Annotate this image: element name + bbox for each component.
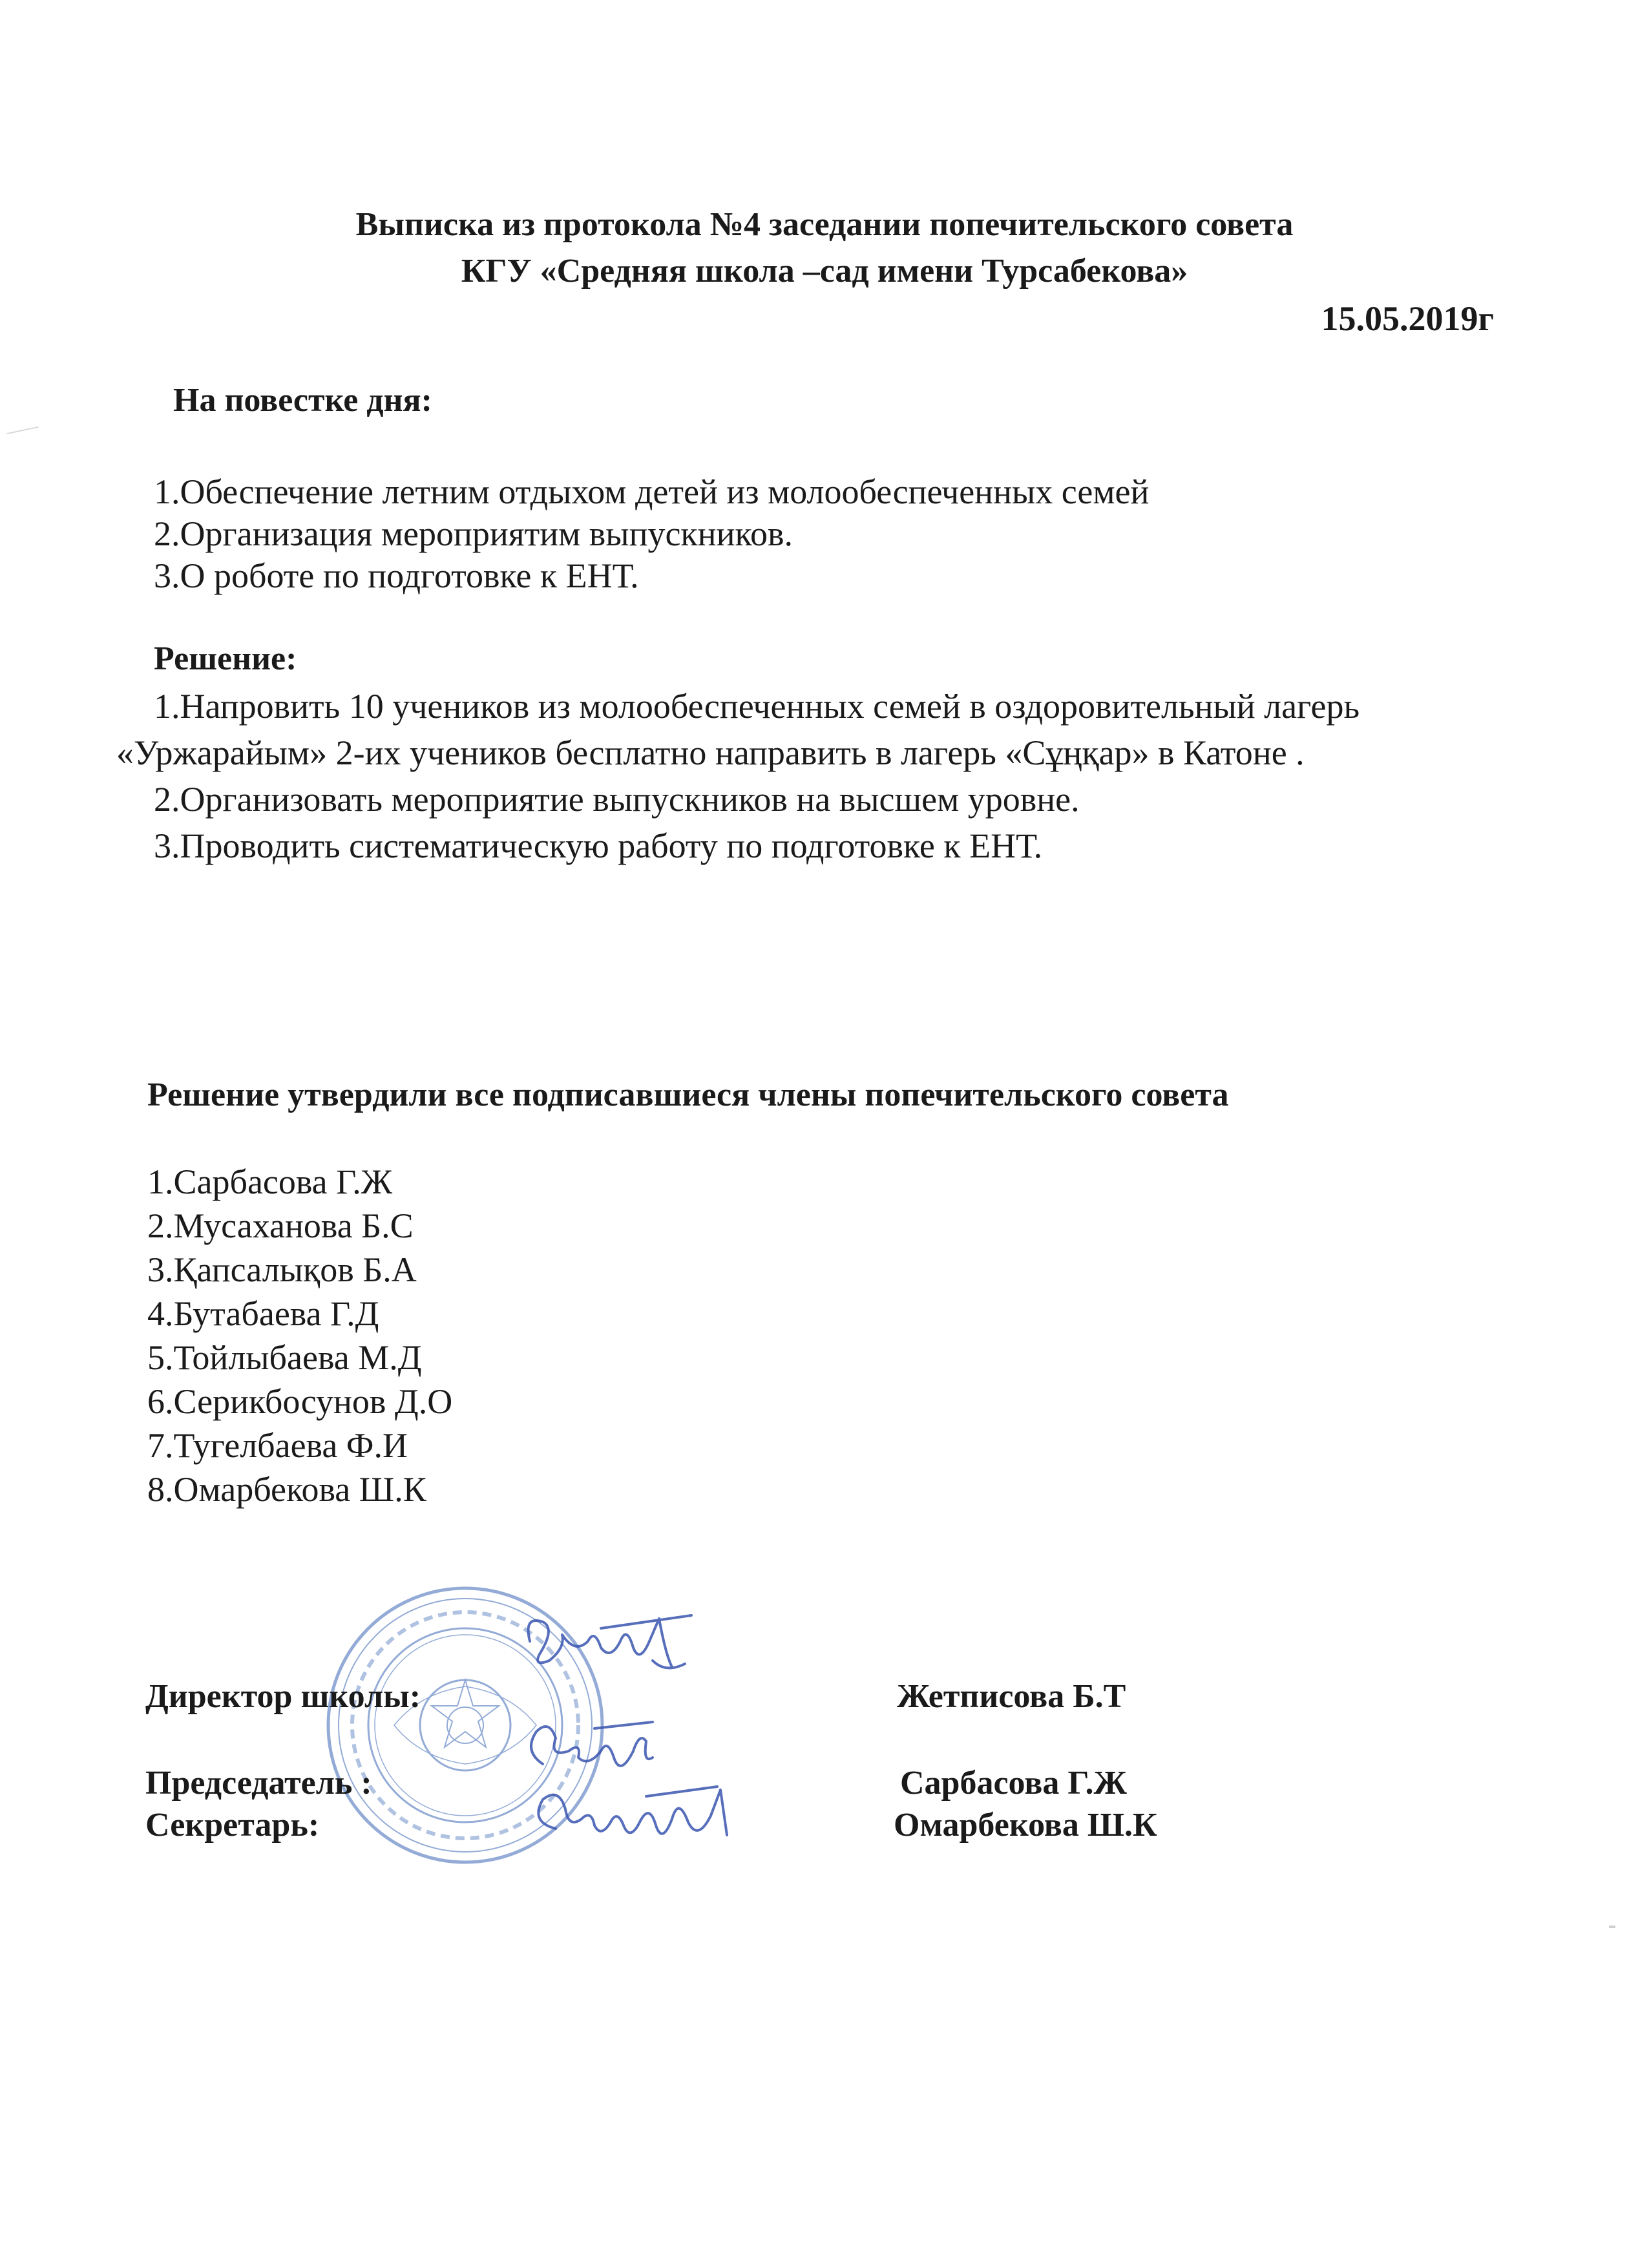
- handwritten-signatures: [504, 1602, 840, 1893]
- agenda-item: 3.О роботе по подготовке к ЕНТ.: [154, 556, 639, 595]
- member-item: 5.Тойлыбаева М.Д: [147, 1338, 422, 1377]
- agenda-item: 2.Организация мероприятим выпускников.: [154, 514, 793, 553]
- chair-name: Сарбасова Г.Ж: [900, 1765, 1127, 1801]
- secretary-name: Омарбекова Ш.К: [894, 1807, 1157, 1843]
- chair-label: Председатель :: [145, 1765, 372, 1801]
- director-name: Жетписова Б.Т: [897, 1678, 1126, 1715]
- director-label: Директор школы:: [145, 1678, 421, 1715]
- document-title-line-1: Выписка из протокола №4 заседании попечительского совета: [355, 206, 1294, 243]
- member-item: 7.Тугелбаева Ф.И: [147, 1426, 408, 1465]
- document-title-line-2: КГУ «Средняя школа –сад имени Турсабекова»: [461, 253, 1188, 289]
- approval-heading: Решение утвердили все подписавшиеся члены попечительского совета: [147, 1076, 1229, 1113]
- secretary-label: Секретарь:: [145, 1807, 320, 1843]
- decision-line: 2.Организовать мероприятие выпускников на высшем уровне.: [154, 780, 1080, 819]
- decision-heading: Решение:: [154, 640, 297, 677]
- scan-artifact: [1609, 1926, 1615, 1928]
- document-date: 15.05.2019г: [1321, 299, 1494, 338]
- decision-line: 3.Проводить систематическую работу по подготовке к ЕНТ.: [154, 826, 1043, 865]
- member-item: 4.Бутабаева Г.Д: [147, 1294, 379, 1333]
- decision-line: «Уржарайым» 2-их учеников бесплатно направить в лагерь «Сұңқар» в Катоне .: [116, 733, 1305, 772]
- member-item: 2.Мусаханова Б.С: [147, 1206, 414, 1245]
- member-item: 1.Сарбасова Г.Ж: [147, 1162, 393, 1201]
- member-item: 3.Қапсалықов Б.А: [147, 1250, 417, 1289]
- scan-artifact: [6, 426, 38, 434]
- member-item: 6.Серикбосунов Д.О: [147, 1382, 453, 1421]
- agenda-heading: На повестке дня:: [173, 382, 432, 419]
- decision-line: 1.Напровить 10 учеников из молообеспеченных семей в оздоровительный лагерь: [154, 687, 1360, 726]
- agenda-item: 1.Обеспечение летним отдыхом детей из молообеспеченных семей: [154, 472, 1150, 511]
- member-item: 8.Омарбекова Ш.К: [147, 1470, 426, 1509]
